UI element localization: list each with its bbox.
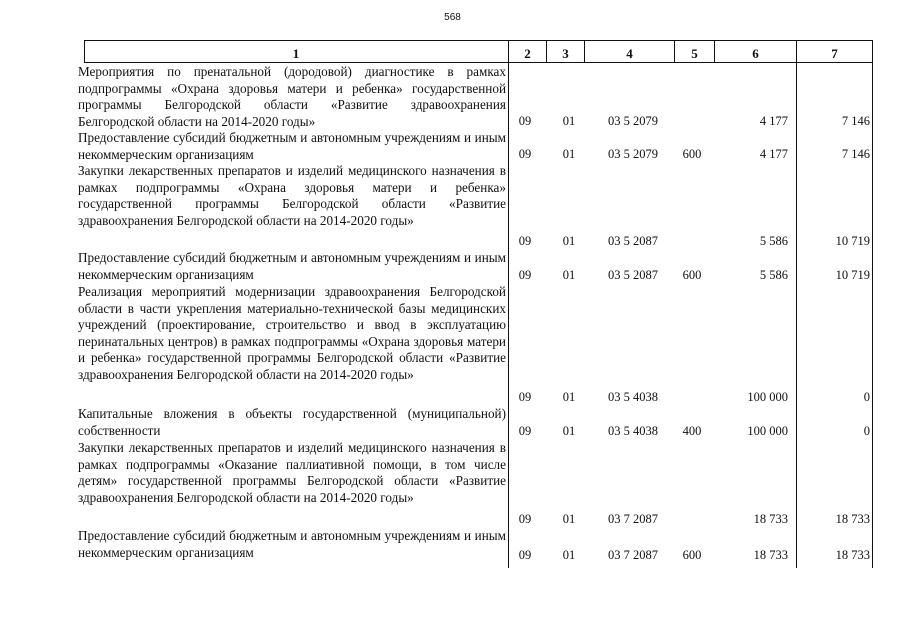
row-amount-1: 4 177 — [759, 114, 788, 128]
budget-table — [78, 40, 873, 568]
row-expense-type: 600 — [682, 268, 702, 282]
row-description: Капитальные вложения в объекты государственной (муниципальной) собственности — [78, 406, 506, 438]
row-amount-2: 10 719 — [835, 268, 870, 282]
table-row — [78, 250, 873, 284]
table-row — [78, 130, 873, 163]
table-row — [78, 64, 873, 130]
header-col-6: 6 — [752, 46, 759, 61]
table-row — [78, 440, 873, 528]
row-subsection: 01 — [562, 548, 576, 562]
header-col-2: 2 — [524, 46, 531, 61]
row-target-code: 03 5 4038 — [608, 424, 658, 438]
row-section: 09 — [518, 234, 532, 248]
row-target-code: 03 7 2087 — [608, 512, 658, 526]
row-description: Предоставление субсидий бюджетным и автономным учреждениям и иным некоммерческим организациям — [78, 130, 506, 162]
row-section: 09 — [518, 268, 532, 282]
row-amount-1: 5 586 — [759, 268, 788, 282]
row-section: 09 — [518, 147, 532, 161]
row-subsection: 01 — [562, 424, 576, 438]
row-amount-2: 10 719 — [835, 234, 870, 248]
header-col-1: 1 — [292, 46, 300, 61]
row-amount-1: 18 733 — [753, 548, 788, 562]
row-amount-2: 18 733 — [835, 548, 870, 562]
table-top-border — [84, 40, 873, 41]
row-expense-type: 600 — [682, 548, 702, 562]
row-section: 09 — [518, 548, 532, 562]
header-col-3: 3 — [562, 46, 569, 61]
table-row — [78, 406, 873, 440]
row-target-code: 03 5 4038 — [608, 390, 658, 404]
row-section: 09 — [518, 390, 532, 404]
row-subsection: 01 — [562, 390, 576, 404]
row-expense-type: 600 — [682, 147, 702, 161]
row-amount-2: 7 146 — [841, 114, 870, 128]
table-row — [78, 284, 873, 406]
row-amount-1: 18 733 — [753, 512, 788, 526]
row-subsection: 01 — [562, 147, 576, 161]
row-target-code: 03 5 2079 — [608, 114, 658, 128]
row-amount-2: 7 146 — [841, 147, 870, 161]
header-col-4: 4 — [626, 46, 633, 61]
row-amount-1: 100 000 — [747, 390, 788, 404]
row-subsection: 01 — [562, 512, 576, 526]
row-amount-2: 0 — [863, 390, 870, 404]
row-target-code: 03 5 2079 — [608, 147, 658, 161]
row-section: 09 — [518, 424, 532, 438]
row-description: Закупки лекарственных препаратов и изделий медицинского назначения в рамках подпрограммы «Охрана здоровья матери и ребенка» государственной программы Белгородской области «Развитие здравоохранения Белгородской области на 2014-2020 годы» — [78, 163, 506, 228]
row-amount-2: 0 — [863, 424, 870, 438]
header-col-7: 7 — [831, 46, 838, 61]
row-amount-2: 18 733 — [835, 512, 870, 526]
row-target-code: 03 5 2087 — [608, 234, 658, 248]
table-row — [78, 528, 873, 564]
row-subsection: 01 — [562, 114, 576, 128]
row-description: Закупки лекарственных препаратов и изделий медицинского назначения в рамках подпрограммы «Оказание паллиативной помощи, в том числе детям» государственной программы Белгородской области «Развитие здравоохранения Белгородской области на 2014-2020 годы» — [78, 440, 506, 505]
row-description: Мероприятия по пренатальной (дородовой) диагностике в рамках подпрограммы «Охрана здоровья матери и ребенка» государственной программы Белгородской области «Развитие здравоохранения Белгородской области на 2014-2020 годы» — [78, 64, 506, 129]
row-amount-1: 4 177 — [759, 147, 788, 161]
row-amount-1: 100 000 — [747, 424, 788, 438]
row-description: Реализация мероприятий модернизации здравоохранения Белгородской области в части укрепления материально-технической базы медицинских учреждений (проектирование, строительство и ввод в эксплуатацию перинатальных центров) в рамках подпрограммы «Охрана здоровья матери и ребенка» государственной программы Белгородской области «Развитие здравоохранения Белгородской области на 2014-2020 годы» — [78, 284, 506, 382]
row-expense-type: 400 — [682, 424, 702, 438]
row-description: Предоставление субсидий бюджетным и автономным учреждениям и иным некоммерческим организациям — [78, 528, 506, 560]
row-target-code: 03 7 2087 — [608, 548, 658, 562]
row-section: 09 — [518, 512, 532, 526]
header-bottom-border — [84, 62, 873, 63]
page-number: 568 — [444, 12, 461, 23]
row-subsection: 01 — [562, 268, 576, 282]
row-section: 09 — [518, 114, 532, 128]
table-row — [78, 163, 873, 250]
row-target-code: 03 5 2087 — [608, 268, 658, 282]
header-col-5: 5 — [691, 46, 698, 61]
row-subsection: 01 — [562, 234, 576, 248]
row-description: Предоставление субсидий бюджетным и автономным учреждениям и иным некоммерческим организациям — [78, 250, 506, 282]
row-amount-1: 5 586 — [759, 234, 788, 248]
